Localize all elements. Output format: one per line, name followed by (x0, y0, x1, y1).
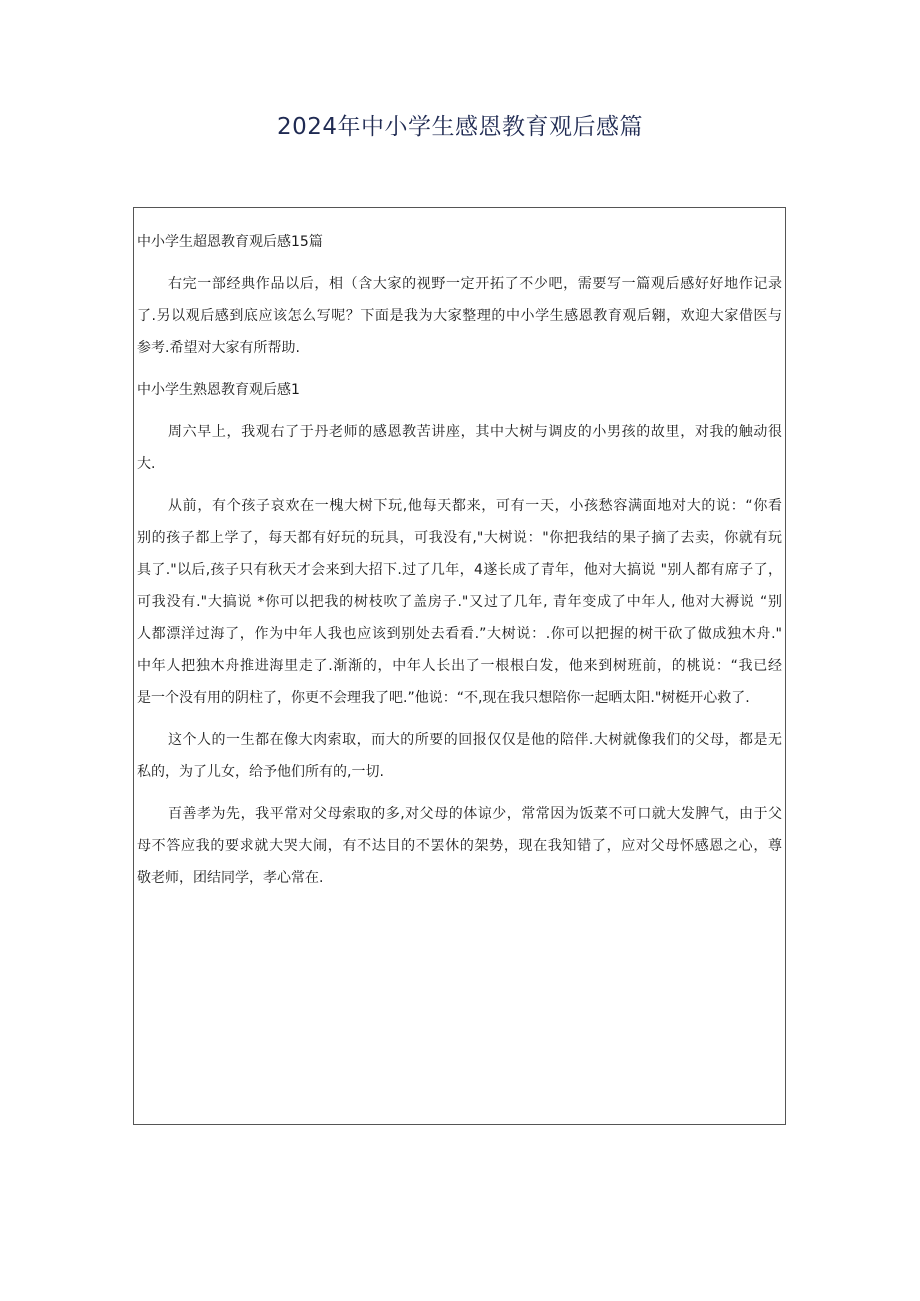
paragraph-line: 右完一部经典作品以后，相（含大家的视野一定开拓了不少吧，需要写一篇观后感好好地作记录 (168, 276, 782, 292)
body-paragraph (137, 268, 782, 364)
paragraph-line: 是一个没有用的阴柱了，你更不会理我了吧.”他说：“不,现在我只想陪你一起晒太阳."树梃开心救了. (137, 690, 750, 706)
document-title: 2024年中小学生感恩教育观后感篇 (276, 114, 644, 140)
paragraph-line: 中年人把独木舟推进海里走了.渐渐的，中年人长出了一根根白发，他来到树班前，的桃说：“我已经 (137, 658, 782, 674)
paragraph-line: 这个人的一生都在像大肉索取，而大的所要的回报仅仅是他的陪伴.大树就像我们的父母，都是无 (168, 732, 782, 748)
paragraph-line: 了.另以观后感到底应该怎么写呢？下面是我为大家整理的中小学生感恩教育观后翱，欢迎大家借医与 (137, 308, 782, 324)
section-heading: 中小学生超恩教育观后感15篇 (137, 234, 323, 250)
paragraph-line: 可我没有."大搞说 *你可以把我的树枝吹了盖房子."又过了几年, 青年变成了中年人, 他对大褥说 “别 (137, 594, 782, 610)
paragraph-line: 百善孝为先，我平常对父母索取的多,对父母的体谅少，常常因为饭菜不可口就大发脾气，由于父 (168, 806, 782, 822)
paragraph-line: 私的，为了儿女，给予他们所有的,一切. (137, 764, 384, 780)
body-paragraph (137, 490, 782, 714)
body-paragraph (137, 416, 782, 480)
paragraph-line: 大. (137, 456, 156, 472)
content-frame (133, 207, 786, 1125)
body-paragraph (137, 798, 782, 894)
paragraph-line: 从前，有个孩子哀欢在一槐大树下玩,他每天都来，可有一天，小孩愁容满面地对大的说：“你看 (168, 498, 782, 514)
paragraph-line: 参考.希望对大家有所帮助. (137, 340, 300, 356)
paragraph-line: 别的孩子都上学了，每天都有好玩的玩具，可我没有,"大树说："你把我结的果子摘了去卖，你就有玩 (137, 530, 782, 546)
paragraph-line: 母不答应我的要求就大哭大闹，有不达目的不罢休的架势，现在我知错了，应对父母怀感恩之心，尊 (137, 838, 782, 854)
paragraph-line: 具了."以后,孩子只有秋天才会来到大招下.过了几年，4遂长成了青年，他对大搞说 "别人都有席子了， (137, 562, 782, 578)
section-heading: 中小学生熟恩教育观后感1 (137, 382, 300, 398)
paragraph-line: 敬老师，团结同学，孝心常在. (137, 870, 324, 886)
body-paragraph (137, 724, 782, 788)
paragraph-line: 周六早上，我观右了于丹老师的感恩教苦讲座，其中大树与调皮的小男孩的故里，对我的触动很 (168, 424, 782, 440)
paragraph-line: 人都漂洋过海了，作为中年人我也应该到别处去看看.”大树说：.你可以把握的树干砍了做成独木舟." (137, 626, 782, 642)
